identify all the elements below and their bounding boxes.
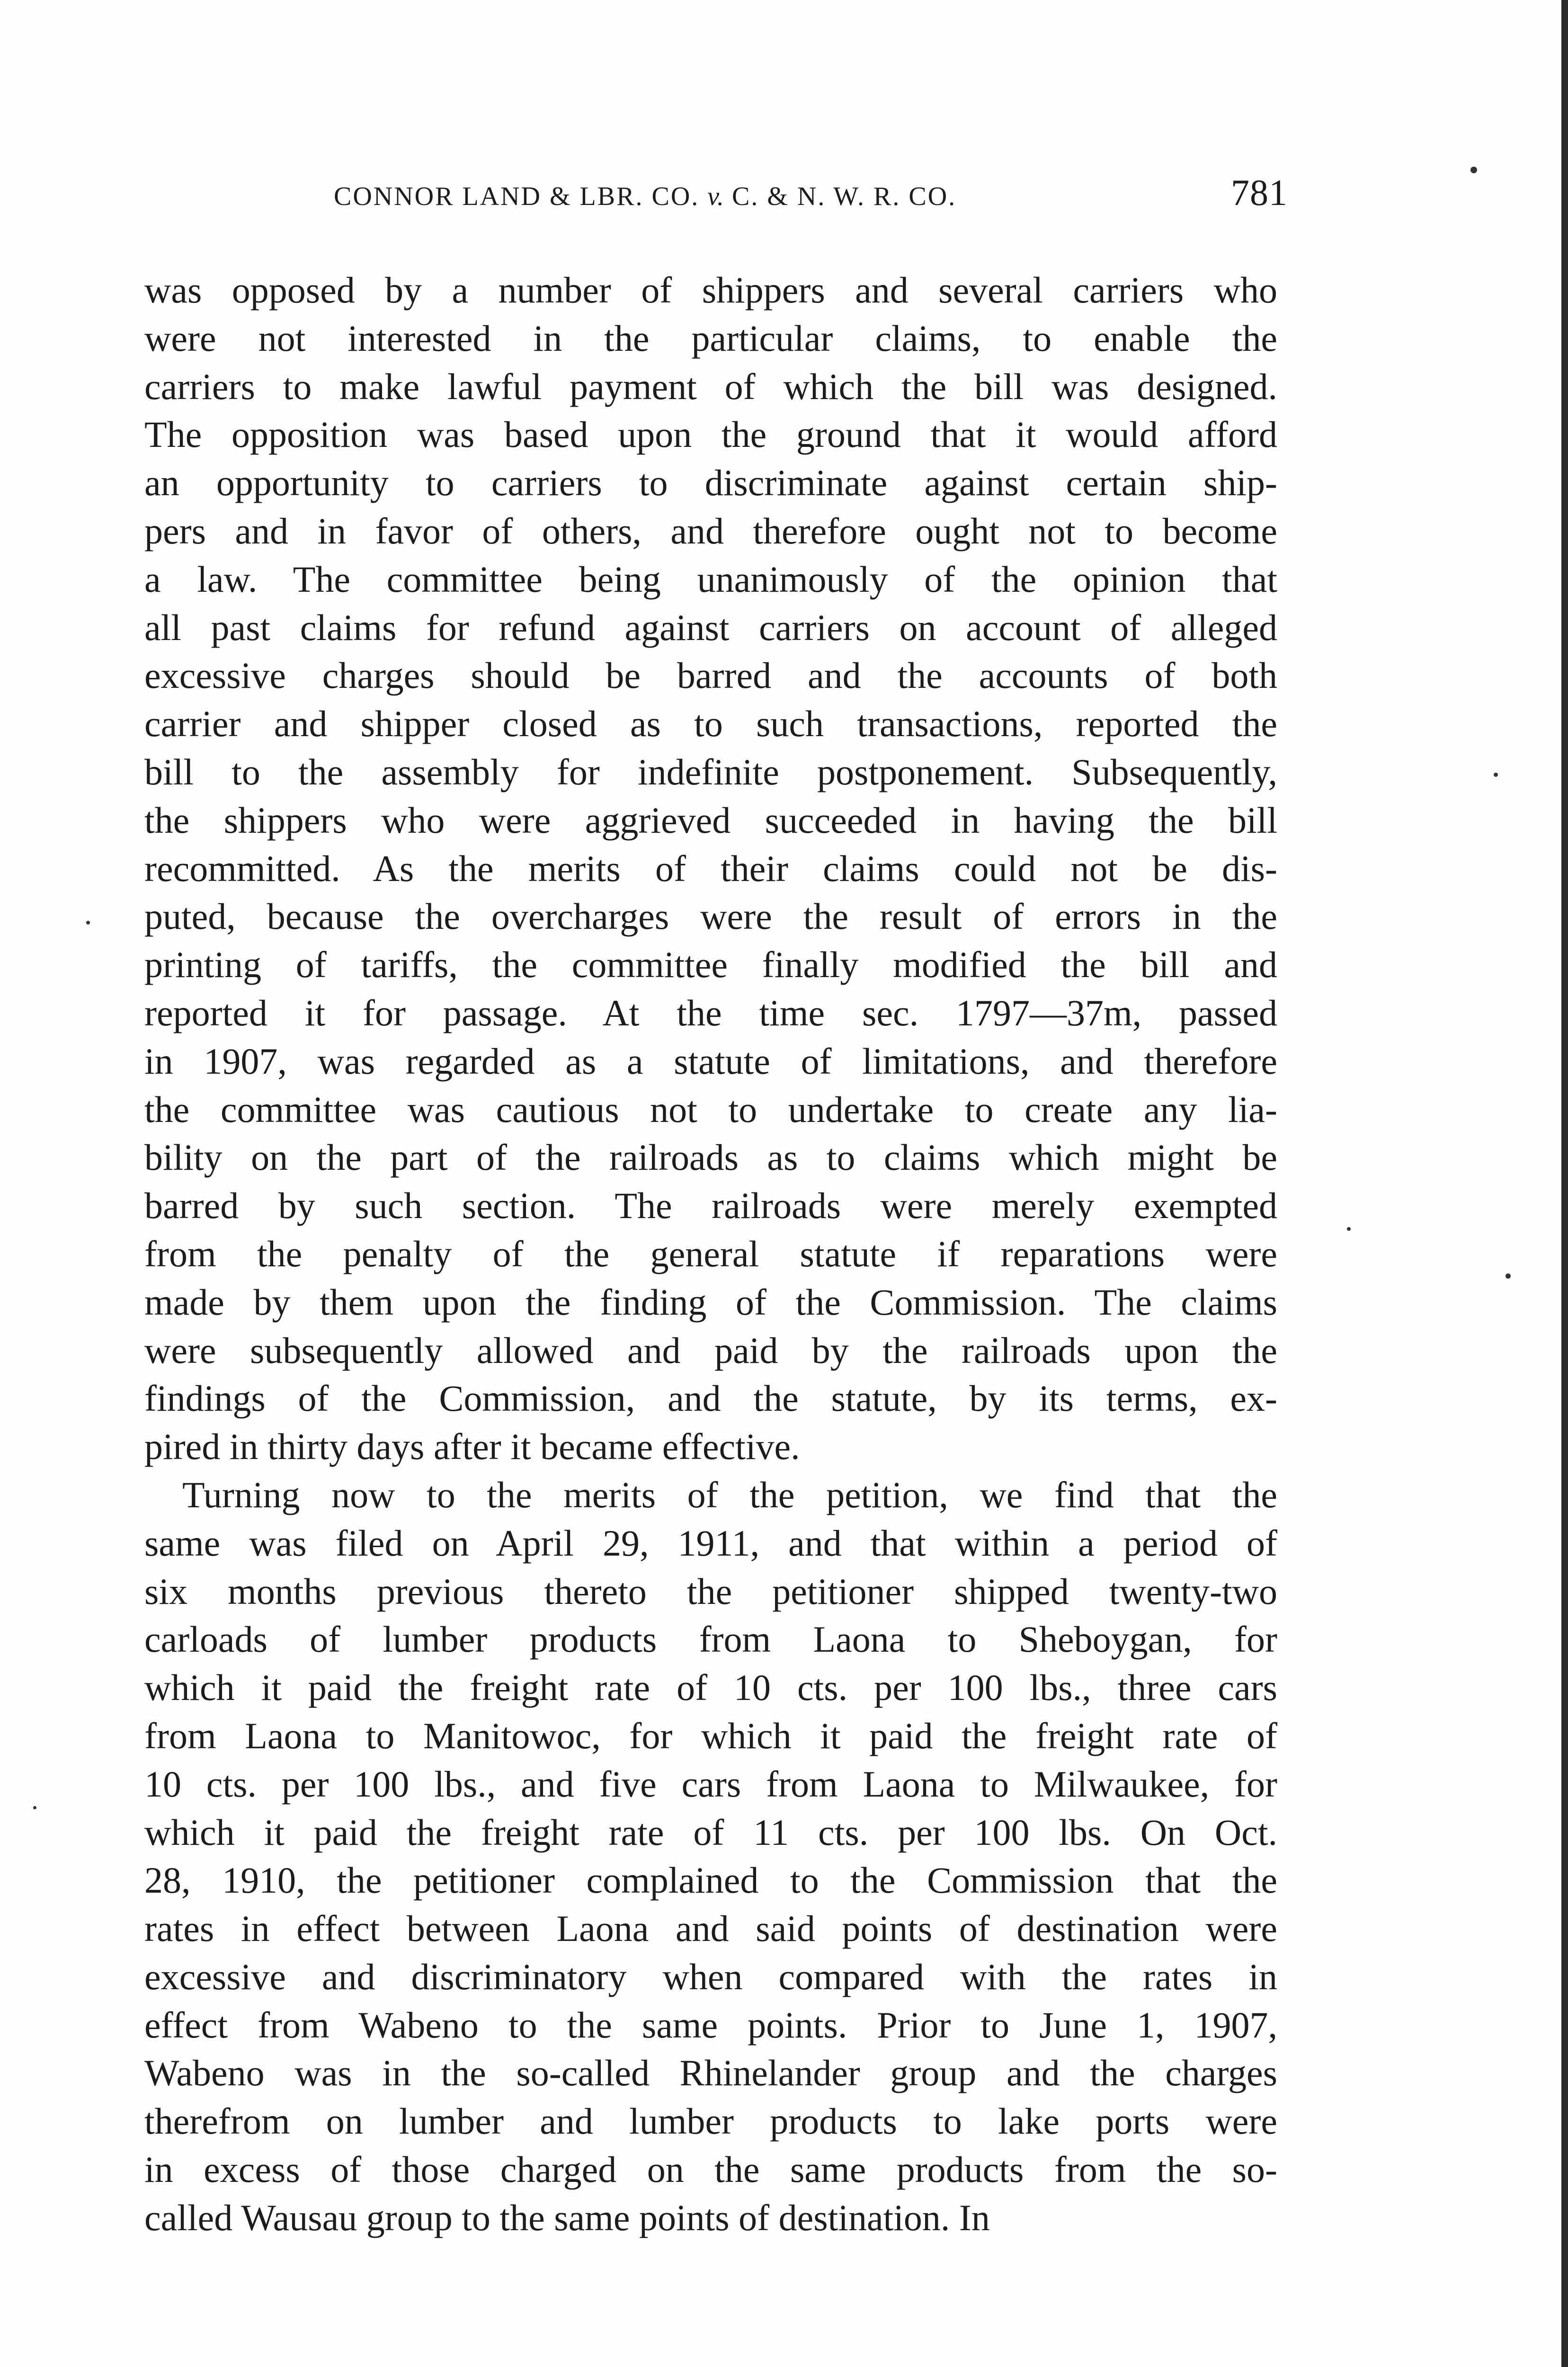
text-line: from the penalty of the general statute if reparations were xyxy=(144,1233,1277,1274)
text-line: puted, because the overcharges were the result of errors in the xyxy=(144,896,1277,937)
scan-speck xyxy=(33,1806,36,1809)
text-line: an opportunity to carriers to discriminate against certain ship- xyxy=(144,462,1277,504)
text-line: reported it for passage. At the time sec. 1797—37m, passed xyxy=(144,992,1277,1033)
scan-edge-shadow xyxy=(1561,0,1568,2367)
text-line: in 1907, was regarded as a statute of limitations, and therefore xyxy=(144,1040,1277,1082)
text-line: carrier and shipper closed as to such transactions, reported the xyxy=(144,703,1277,745)
text-line: pired in thirty days after it became effective. xyxy=(144,1426,800,1468)
text-line: called Wausau group to the same points of destination. In xyxy=(144,2197,990,2238)
text-line: same was filed on April 29, 1911, and that within a period of xyxy=(144,1522,1277,1564)
text-line: all past claims for refund against carriers on account of alleged xyxy=(144,606,1277,648)
text-line: carloads of lumber products from Laona to Sheboygan, for xyxy=(144,1619,1277,1660)
text-line: which it paid the freight rate of 11 cts. per 100 lbs. On Oct. xyxy=(144,1811,1277,1853)
scan-speck xyxy=(86,921,90,925)
paragraph-turning-now xyxy=(144,1471,1277,2242)
text-line: was opposed by a number of shippers and several carriers who xyxy=(144,269,1277,311)
text-line: The opposition was based upon the ground that it would afford xyxy=(144,414,1277,455)
text-line: excessive and discriminatory when compared with the rates in xyxy=(144,1956,1277,1997)
text-line: Wabeno was in the so-called Rhinelander group and the charges xyxy=(144,2052,1277,2094)
text-line: bility on the part of the railroads as to claims which might be xyxy=(144,1137,1277,1178)
scan-speck xyxy=(1470,167,1477,173)
text-line: therefrom on lumber and lumber products to lake ports were xyxy=(144,2100,1277,2142)
text-line: in excess of those charged on the same products from the so- xyxy=(144,2149,1277,2190)
text-line: the committee was cautious not to undertake to create any lia- xyxy=(144,1088,1277,1130)
text-line: printing of tariffs, the committee finally modified the bill and xyxy=(144,944,1277,986)
running-head-right: C. & N. W. R. CO. xyxy=(731,182,957,211)
text-line: 10 cts. per 100 lbs., and five cars from Laona to Milwaukee, for xyxy=(144,1763,1277,1805)
text-line: excessive charges should be barred and the accounts of both xyxy=(144,655,1277,696)
text-line: 28, 1910, the petitioner complained to the Commission that the xyxy=(144,1860,1277,1901)
text-line: bill to the assembly for indefinite postponement. Subsequently, xyxy=(144,751,1277,792)
text-line: from Laona to Manitowoc, for which it paid the freight rate of xyxy=(144,1715,1277,1756)
text-line: the shippers who were aggrieved succeeded in having the bill xyxy=(144,799,1277,841)
text-line: effect from Wabeno to the same points. Prior to June 1, 1907, xyxy=(144,2004,1277,2046)
scan-speck xyxy=(1494,773,1498,777)
scan-speck xyxy=(1506,1273,1511,1279)
text-line: which it paid the freight rate of 10 cts. per 100 lbs., three cars xyxy=(144,1667,1277,1709)
text-line: findings of the Commission, and the statute, by its terms, ex- xyxy=(144,1378,1277,1419)
text-line: were not interested in the particular claims, to enable the xyxy=(144,317,1277,359)
body-text xyxy=(144,266,1277,2242)
text-line: Turning now to the merits of the petition, we find that the xyxy=(182,1474,1277,1515)
running-head xyxy=(334,181,956,212)
text-line: were subsequently allowed and paid by the railroads upon the xyxy=(144,1329,1277,1371)
text-line: recommitted. As the merits of their claims could not be dis- xyxy=(144,847,1277,889)
text-line: made by them upon the finding of the Commission. The claims xyxy=(144,1281,1277,1323)
text-line: rates in effect between Laona and said points of destination were xyxy=(144,1908,1277,1949)
page-header xyxy=(334,171,1288,223)
running-head-left: CONNOR LAND & LBR. CO. xyxy=(334,182,700,211)
page-number: 781 xyxy=(1231,172,1288,213)
text-line: a law. The committee being unanimously of the opinion that xyxy=(144,558,1277,600)
text-line: barred by such section. The railroads were merely exempted xyxy=(144,1185,1277,1227)
text-line: carriers to make lawful payment of which the bill was designed. xyxy=(144,365,1277,407)
text-line: pers and in favor of others, and therefore ought not to become xyxy=(144,510,1277,552)
paragraph-continuation xyxy=(144,266,1277,1471)
text-line: six months previous thereto the petitioner shipped twenty-two xyxy=(144,1570,1277,1612)
scan-speck xyxy=(1347,1227,1351,1231)
running-head-vs: v. xyxy=(707,182,724,211)
